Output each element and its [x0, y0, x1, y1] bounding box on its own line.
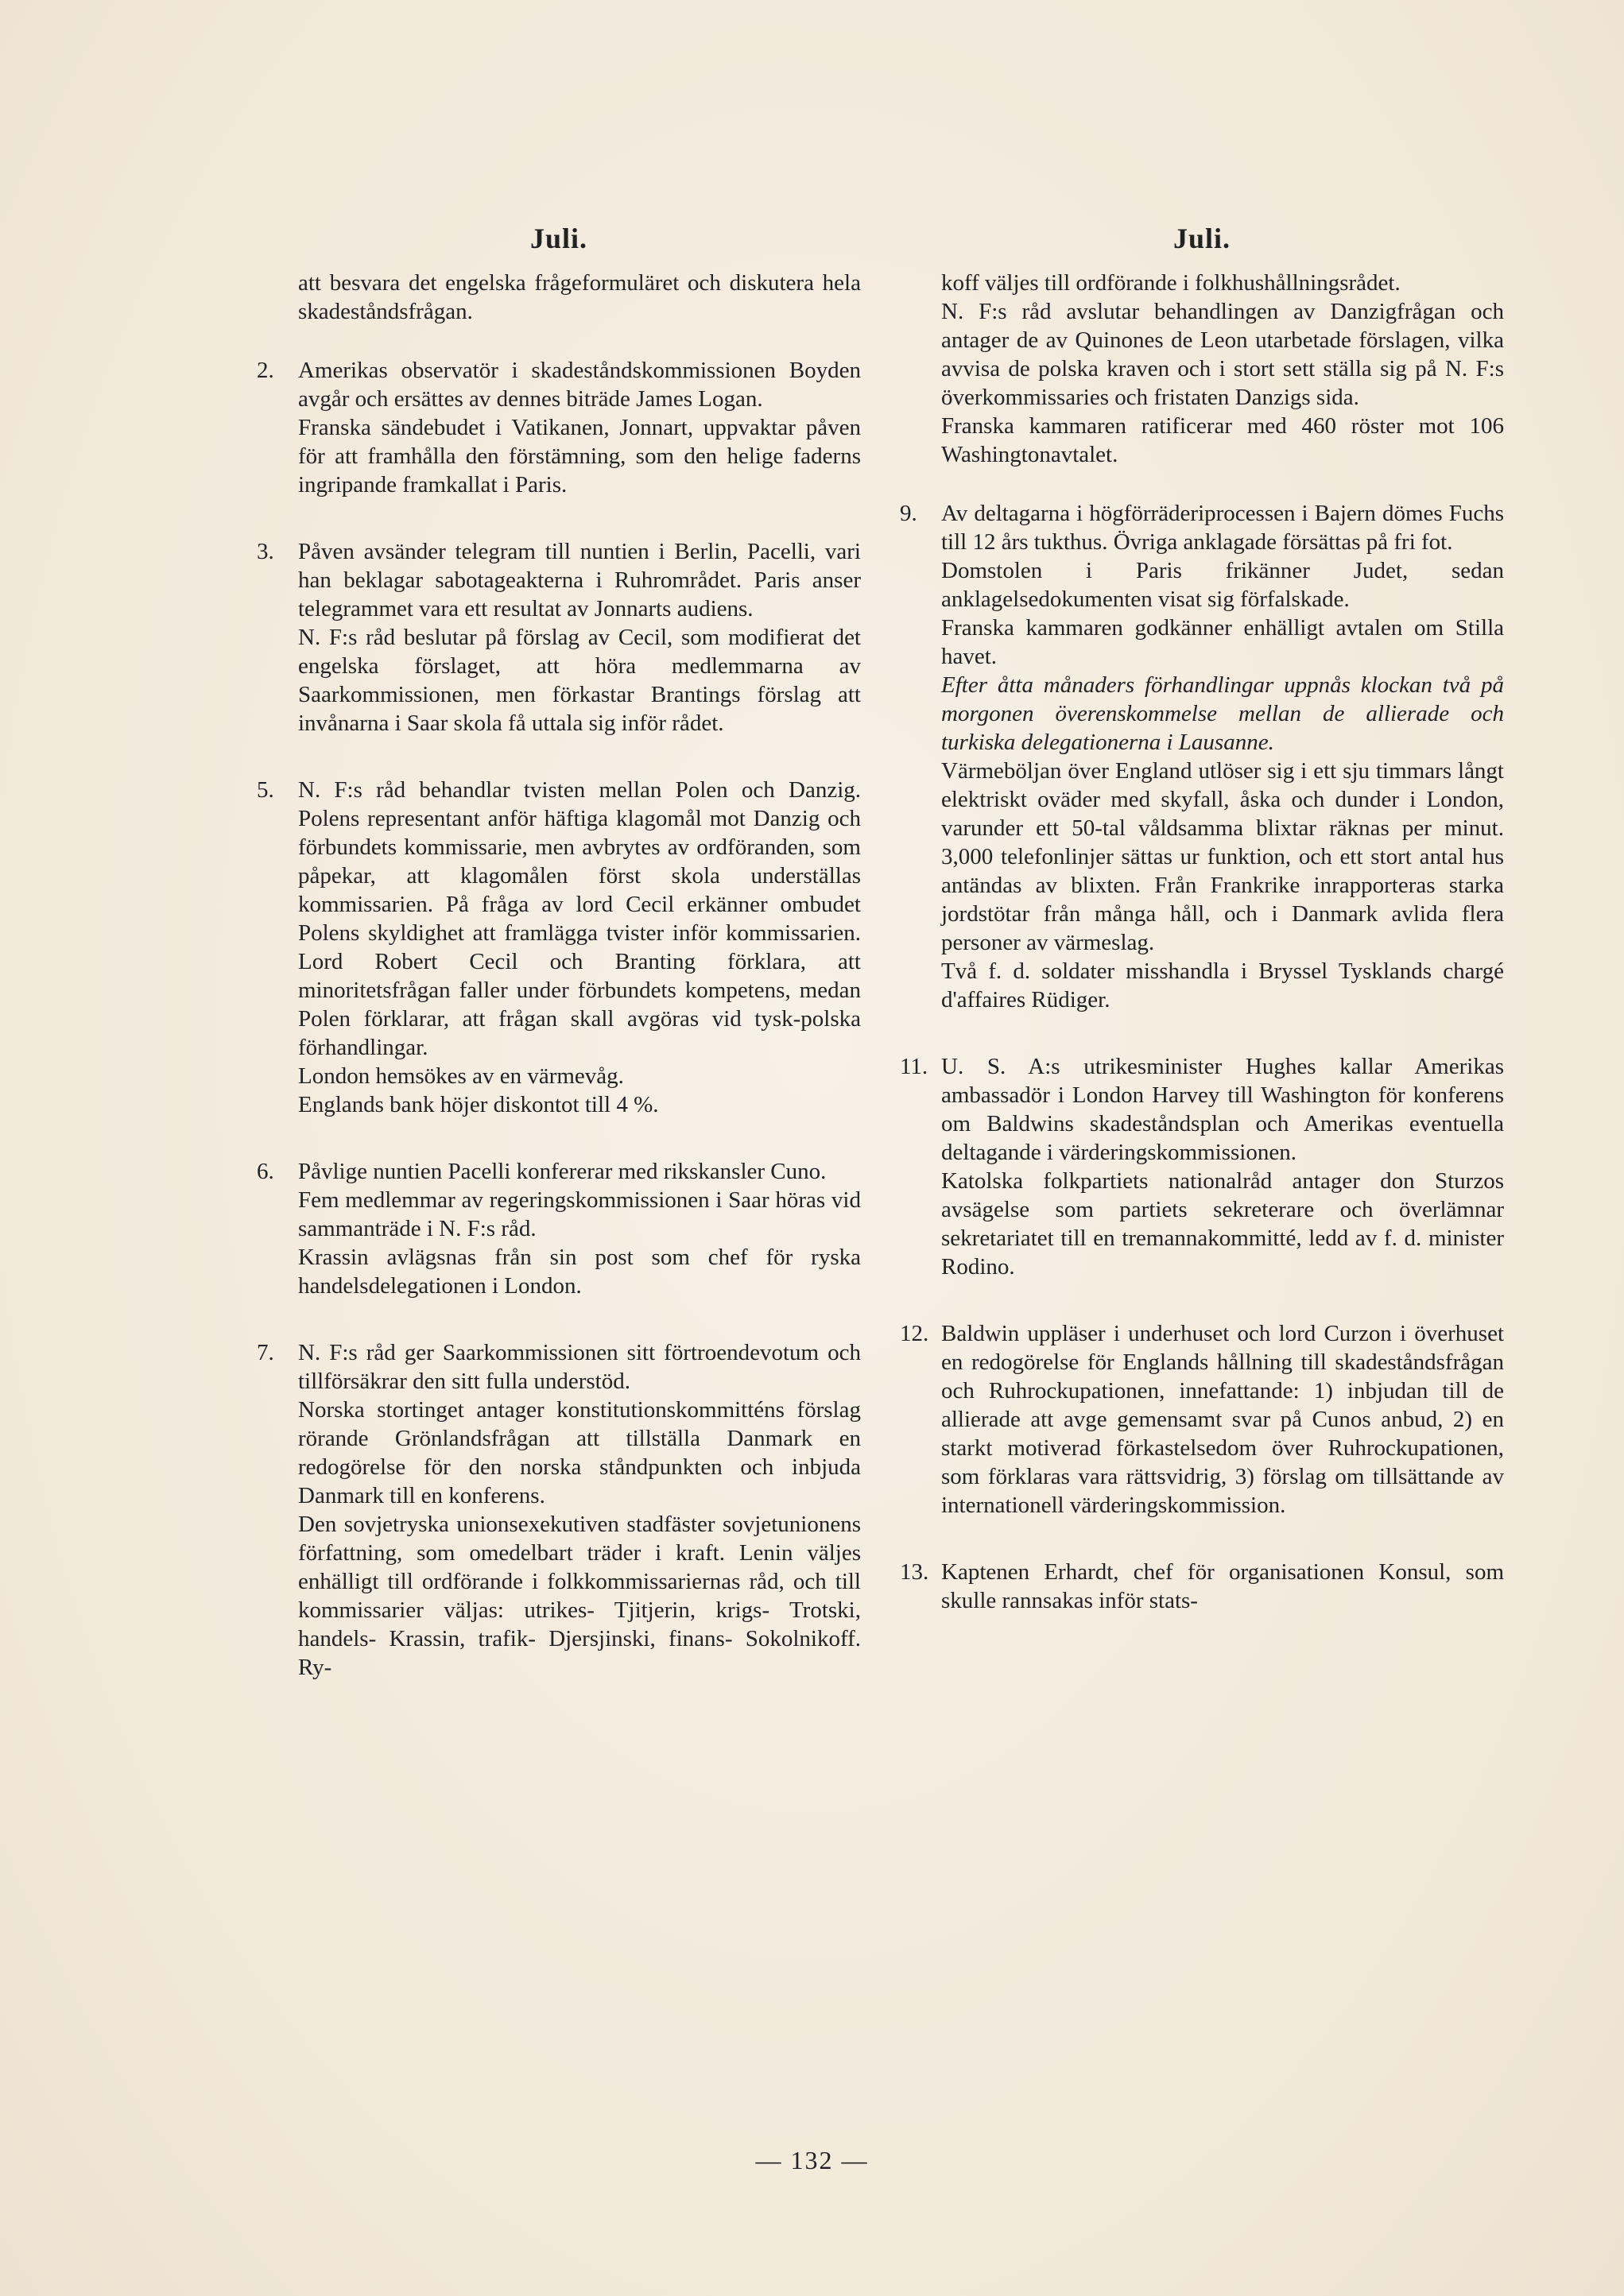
entry-date-number: 9. — [900, 501, 917, 526]
entry-date-number: 12. — [900, 1321, 929, 1346]
entry — [900, 1558, 1504, 1615]
entry-paragraph: att besvara det engelska frågeformuläret och diskutera hela skadeståndsfrågan. — [298, 270, 861, 324]
entry-paragraph: Englands bank höjer diskontot till 4 %. — [298, 1092, 659, 1117]
right-column-header: Juli. — [1172, 223, 1231, 254]
entry-paragraph: Katolska folkpartiets nationalråd antager don Sturzos avsägelse som partiets sekreterare och överlämnar sekretariatet till en tremannakommitté, ledd av f. d. minister Rodino. — [941, 1168, 1504, 1280]
entry-paragraph: Två f. d. soldater misshandla i Bryssel Tysklands chargé d'affaires Rüdiger. — [941, 958, 1504, 1012]
entry-paragraph: London hemsökes av en värmevåg. — [298, 1063, 624, 1089]
left-column — [257, 223, 861, 1720]
page-number: — 132 — — [755, 2146, 869, 2174]
entry-paragraph: Påven avsänder telegram till nuntien i Berlin, Pacelli, vari han beklagar sabotageakterna i Ruhrområdet. Paris anser telegrammet vara ett resultat av Jonnarts audiens. — [298, 539, 861, 621]
left-entries — [257, 269, 861, 1682]
entry-paragraph: N. F:s råd ger Saarkommissionen sitt förtroendevotum och tillförsäkrar den sitt fulla understöd. — [298, 1340, 861, 1394]
entry-date-number: 2. — [257, 358, 274, 383]
entry — [257, 1338, 861, 1682]
entry-paragraph: N. F:s råd behandlar tvisten mellan Polen och Danzig. Polens representant anför häftiga klagomål mot Danzig och förbundets kommissarie, men avbrytes av ordföranden, som påpekar, att klagomålen först skola underställas kommissarien. På fråga av lord Cecil erkänner ombudet Polens skyldighet att framlägga tvister inför kommissarien. Lord Robert Cecil och Branting förklara, att minoritetsfrågan faller under förbundets kompetens, medan Polen förklarar, att frågan skall avgöras vid tysk-polska förhandlingar. — [298, 777, 861, 1060]
entry — [900, 1319, 1504, 1520]
right-column — [900, 223, 1504, 1653]
entry-paragraph: Av deltagarna i högförräderiprocessen i Bajern dömes Fuchs till 12 års tukthus. Övriga anklagade försättas på fri fot. — [941, 501, 1504, 555]
entry — [257, 776, 861, 1119]
entry-paragraph: Den sovjetryska unionsexekutiven stadfäster sovjetunionens författning, som omedelbart träder i kraft. Lenin väljes enhälligt till ordförande i folkkommissariernas råd, och till kommissarier väljas: utrikes- Tjitjerin, krigs- Trotski, handels- Krassin, trafik- Djersjinski, finans- Sokolnikoff. Ry- — [298, 1512, 861, 1680]
entry-paragraph: Kaptenen Erhardt, chef för organisationen Konsul, som skulle rannsakas inför stats- — [941, 1559, 1504, 1613]
entry-paragraph: N. F:s råd beslutar på förslag av Cecil, som modifierat det engelska förslaget, att höra medlemmarna av Saarkommissionen, men förkastar Brantings förslag att invånarna i Saar skola få uttala sig inför rådet. — [298, 625, 861, 736]
entry — [257, 1157, 861, 1300]
entry-date-number: 3. — [257, 539, 274, 564]
entry — [900, 499, 1504, 1014]
entry-paragraph: Franska sändebudet i Vatikanen, Jonnart, uppvaktar påven för att framhålla den förstämning, som den helige faderns ingripande framkallat i Paris. — [298, 415, 861, 498]
entry-paragraph: U. S. A:s utrikesminister Hughes kallar Amerikas ambassadör i London Harvey till Washington för konferens om Baldwins skadeståndsplan och Amerikas eventuella deltagande i värderingskommissionen. — [941, 1054, 1504, 1165]
entry-date-number: 11. — [900, 1054, 928, 1079]
entry-paragraph: Fem medlemmar av regeringskommissionen i Saar höras vid sammanträde i N. F:s råd. — [298, 1187, 861, 1241]
entry-paragraph: koff väljes till ordförande i folkhushållningsrådet. — [941, 270, 1401, 296]
entry — [257, 537, 861, 738]
entry-paragraph: Krassin avlägsnas från sin post som chef för ryska handelsdelegationen i London. — [298, 1245, 861, 1299]
entry-paragraph: Franska kammaren godkänner enhälligt avtalen om Stilla havet. — [941, 615, 1504, 669]
entry-date-number: 5. — [257, 777, 274, 803]
right-entries — [900, 269, 1504, 1615]
entry-paragraph: Värmeböljan över England utlöser sig i ett sju timmars långt elektriskt oväder med skyfall, åska och dunder i London, varunder ett 50-tal våldsamma blixtar räknas per minut. 3,000 telefonlinjer sättas ur funktion, och ett stort antal hus antändas av blixten. Från Frankrike inrapporteras starka jordstötar från många håll, och i Danmark avlida flera personer av värmeslag. — [941, 758, 1504, 955]
entry-date-number: 7. — [257, 1340, 274, 1365]
entry-paragraph: Amerikas observatör i skadeståndskommissionen Boyden avgår och ersättes av dennes biträde James Logan. — [298, 358, 861, 412]
entry-paragraph: Norska stortinget antager konstitutionskommitténs förslag rörande Grönlandsfrågan att tillställa Danmark en redogörelse för den norska ståndpunkten och inbjuda Danmark till en konferens. — [298, 1397, 861, 1508]
entry — [900, 1052, 1504, 1281]
entry-paragraph: Franska kammaren ratificerar med 460 röster mot 106 Washingtonavtalet. — [941, 413, 1504, 467]
entry — [257, 269, 861, 326]
entry-paragraph: Domstolen i Paris frikänner Judet, sedan anklagelsedokumenten visat sig förfalskade. — [941, 558, 1504, 612]
entry — [900, 269, 1504, 469]
entry-date-number: 6. — [257, 1159, 274, 1184]
entry-date-number: 13. — [900, 1559, 929, 1585]
entry — [257, 356, 861, 499]
entry-paragraph: Efter åtta månaders förhandlingar uppnås klockan två på morgonen överenskommelse mellan de allierade och turkiska delegationerna i Lausanne. — [941, 672, 1504, 755]
entry-paragraph: N. F:s råd avslutar behandlingen av Danzigfrågan och antager de av Quinones de Leon utarbetade förslagen, vilka avvisa de polska kraven och i stort sett ställa sig på N. F:s överkommissaries och fristaten Danzigs sida. — [941, 299, 1504, 410]
entry-paragraph: Baldwin uppläser i underhuset och lord Curzon i överhuset en redogörelse för Englands hållning till skadeståndsfrågan och Ruhrockupationen, innefattande: 1) inbjudan till de allierade att avge gemensamt svar på Cunos anbud, 2) en starkt motiverad förkastelsedom över Ruhrockupationen, som förklaras vara rättsvidrig, 3) förslag om tillsättande av internationell värderingskommission. — [941, 1321, 1504, 1518]
entry-paragraph: Påvlige nuntien Pacelli konfererar med rikskansler Cuno. — [298, 1159, 827, 1184]
left-column-header: Juli. — [529, 223, 588, 254]
